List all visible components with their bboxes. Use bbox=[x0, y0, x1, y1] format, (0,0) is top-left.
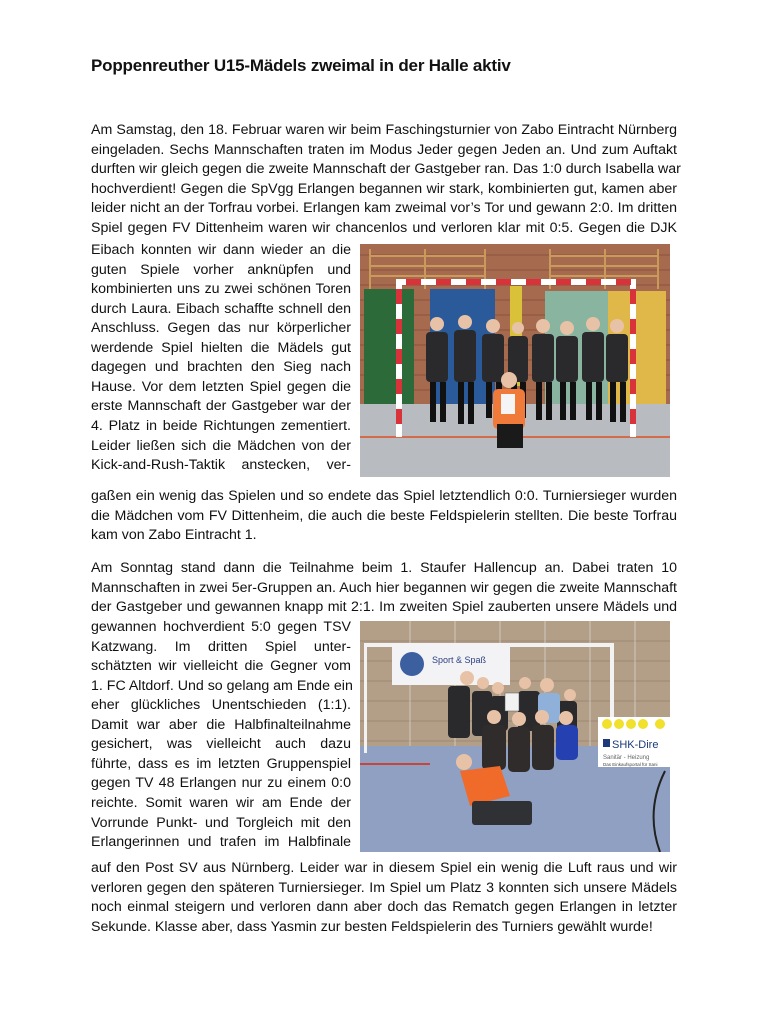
text-line: reichte. Somit waren wir am Ende der bbox=[91, 794, 351, 811]
text-line: 1. FC Altdorf. Und so gelang am Ende ein bbox=[91, 677, 353, 694]
team-photo-saturday bbox=[360, 244, 670, 477]
text-line: 4. Platz in beide Richtungen zementiert. bbox=[91, 417, 351, 434]
svg-text:SHK-Dire: SHK-Dire bbox=[612, 739, 659, 751]
text-line: eher glückliches Unentschieden (1:1). bbox=[91, 697, 351, 714]
text-line: Sekunde. Klasse aber, dass Yasmin zur besten Feldspielerin des Turniers gewählt wurde! bbox=[91, 918, 653, 935]
text-line: guten Spiele vorher anknüpfen und bbox=[91, 261, 351, 278]
text-line: Leider ließen sich die Mädchen von der bbox=[91, 437, 351, 454]
text-line: kam von Zabo Eintracht 1. bbox=[91, 527, 257, 544]
text-line: dagegen und brachten den Sieg nach bbox=[91, 359, 351, 376]
text-line: Erlangerinnen und trafen im Halbfinale bbox=[91, 834, 351, 851]
text-line: Damit war aber die Halbfinalteilnahme bbox=[91, 716, 351, 733]
text-line: Hause. Vor dem letzten Spiel gegen die bbox=[91, 378, 351, 395]
text-line: Vorrunde Punkt- und Torgleich mit den bbox=[91, 814, 351, 831]
svg-text:Das Einkaufsportal für Sani: Das Einkaufsportal für Sani bbox=[603, 762, 658, 767]
text-line: Anschluss. Gegen das nur körperlicher bbox=[91, 320, 351, 337]
text-line: Am Sonntag stand dann die Teilnahme beim 1. Staufer Hallencup an. Dabei traten 10 bbox=[91, 560, 677, 576]
text-line: der Gastgeber und gewannen knapp mit 2:1. Im zweiten Spiel zauberten unsere Mädels und bbox=[91, 599, 677, 616]
text-line: Am Samstag, den 18. Februar waren wir beim Faschingsturnier von Zabo Eintracht Nürnberg bbox=[91, 122, 677, 138]
text-line: werdende Spiel hielten die Mädels gut bbox=[91, 339, 351, 356]
text-line: auf den Post SV aus Nürnberg. Leider war in diesem Spiel ein wenig die Luft raus und wir bbox=[91, 860, 677, 876]
text-line: noch einmal steigern und verloren dann aber doch das Rematch gegen Erlangen in letzter bbox=[91, 899, 677, 916]
text-line: Mannschaften in zwei 5er-Gruppen an. Auch hier begannen wir gegen die zweite Mannschaft bbox=[91, 579, 677, 596]
text-line: durch Laura. Eibach schaffte schnell den bbox=[91, 300, 351, 317]
text-line: gewannen hochverdient 5:0 gegen TSV bbox=[91, 619, 351, 635]
text-line: Kick-and-Rush-Taktik anstecken, ver- bbox=[91, 457, 351, 474]
article-title: Poppenreuther U15-Mädels zweimal in der Halle aktiv bbox=[91, 56, 511, 75]
text-line: kombinierten uns zu zwei schönen Toren bbox=[91, 281, 351, 298]
text-line: Katzwang. Im dritten Spiel unter- bbox=[91, 638, 351, 655]
text-line: erste Mannschaft der Gastgeber war der bbox=[91, 398, 351, 415]
text-line: Spiel gegen FV Dittenheim waren wir chancenlos und verloren klar mit 0:5. Gegen die DJK bbox=[91, 219, 677, 236]
text-line: leider nicht an der Torfrau vorbei. Erlangen kam zweimal vor’s Tor und gewann 2:0. Im dritten bbox=[91, 200, 677, 217]
text-line: hochverdient! Gegen die SpVgg Erlangen begannen wir stark, kombinierten gut, kamen aber bbox=[91, 180, 677, 197]
text-line: führte, dass es im letzten Gruppenspiel bbox=[91, 755, 351, 772]
text-line: Eibach konnten wir dann wieder an die bbox=[91, 242, 351, 258]
text-line: schätzten wir vielleicht die Gegner vom bbox=[91, 658, 351, 675]
text-line: gaßen ein wenig das Spielen und so endete das Spiel letztendlich 0:0. Turniersieger wurden bbox=[91, 488, 677, 504]
text-line: gesichert, was vielleicht auch dazu bbox=[91, 736, 351, 753]
text-line: eingeladen. Sechs Mannschaften traten im Modus Jeder gegen Jeden an. Und zum Auftakt bbox=[91, 141, 677, 158]
text-line: durften wir gleich gegen die zweite Mannschaft der Gastgeber ran. Das 1:0 durch Isabella war bbox=[91, 161, 681, 178]
team-photo-sunday bbox=[360, 621, 670, 852]
svg-text:Sanitär - Heizung: Sanitär - Heizung bbox=[603, 755, 650, 761]
text-line: gegen TV 48 Erlangen nur zu einem 0:0 bbox=[91, 775, 351, 792]
text-line: die Mädchen vom FV Dittenheim, die auch die beste Feldspielerin stellten. Die beste Torfrau bbox=[91, 507, 677, 524]
banner-text: Sport & Spaß bbox=[432, 655, 487, 665]
text-line: verloren gegen den späteren Turniersieger. Im Spiel um Platz 3 konnten sich unsere Mädels bbox=[91, 879, 677, 896]
